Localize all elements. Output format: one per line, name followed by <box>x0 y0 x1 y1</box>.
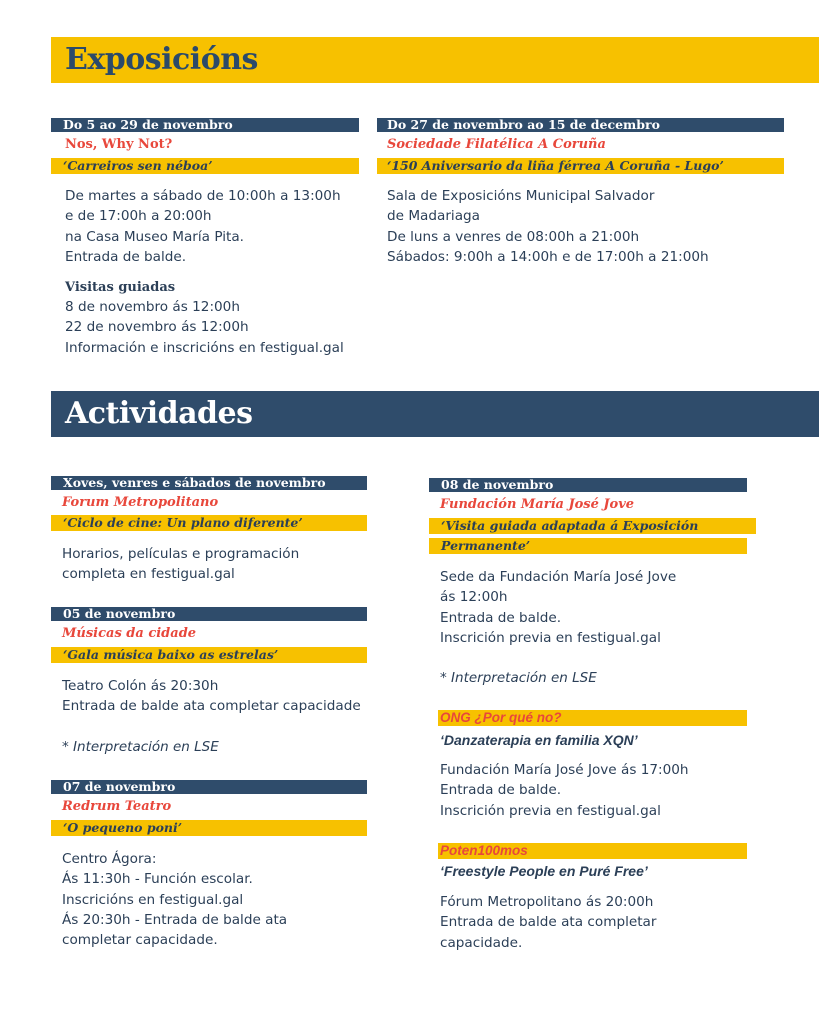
exhibition-date-bar: Do 5 ao 29 de novembro <box>51 118 359 132</box>
activity-date-bar: 07 de novembro <box>51 780 367 794</box>
activity-title: ‘Danzaterapia en familia XQN’ <box>440 732 638 748</box>
activity-title: ‘Gala música baixo as estrelas’ <box>51 647 367 663</box>
activity-date-bar: Xoves, venres e sábados de novembro <box>51 476 367 490</box>
activity-date-bar: 08 de novembro <box>429 478 747 492</box>
exhibition-organizer: Sociedade Filatélica A Coruña <box>387 137 606 152</box>
exhibition-title: ‘150 Aniversario da liña férrea A Coruña - Lugo’ <box>377 158 784 174</box>
guided-visits-heading: Visitas guiadas <box>65 280 176 295</box>
activity-title: ‘Ciclo de cine: Un plano diferente’ <box>51 515 367 531</box>
activity-organizer: Fundación María José Jove <box>440 497 635 512</box>
exhibition-organizer: Nos, Why Not? <box>65 137 173 152</box>
exhibition-details: Sala de Exposicións Municipal Salvador de Madariaga De luns a venres de 08:00h a 21:00h Sábados: 9:00h a 14:00h e de 17:00h a 21:00h <box>387 188 709 265</box>
activity-details: Horarios, películas e programación completa en festigual.gal <box>62 546 300 583</box>
exhibition-date-bar: Do 27 de novembro ao 15 de decembro <box>377 118 784 132</box>
activity-organizer: Músicas da cidade <box>62 626 197 641</box>
activity-details: Centro Ágora: Ás 11:30h - Función escolar. Inscricións en festigual.gal Ás 20:30h - Entrada de balde ata completar capacidade. <box>62 851 288 949</box>
activity-organizer: Forum Metropolitano <box>62 495 219 510</box>
exposicions-banner <box>51 37 819 83</box>
guided-visits-details: 8 de novembro ás 12:00h 22 de novembro ás 12:00h Información e inscricións en festigual.gal <box>65 299 344 356</box>
activity-title: ‘O pequeno poni’ <box>51 820 367 836</box>
activity-date-bar: 05 de novembro <box>51 607 367 621</box>
activity-details: Sede da Fundación María José Jove ás 12:00h Entrada de balde. Inscrición previa en festigual.gal <box>440 569 677 646</box>
lse-note: * Interpretación en LSE <box>440 670 597 686</box>
actividades-banner <box>51 391 819 437</box>
activity-details: Fundación María José Jove ás 17:00h Entrada de balde. Inscrición previa en festigual.gal <box>440 762 689 819</box>
activity-details: Teatro Colón ás 20:30h Entrada de balde ata completar capacidade <box>62 678 361 715</box>
activity-title: ‘Freestyle People en Puré Free’ <box>440 863 648 879</box>
exhibition-title: ‘Carreiros sen néboa’ <box>51 158 359 174</box>
exhibition-details: De martes a sábado de 10:00h a 13:00h e de 17:00h a 20:00h na Casa Museo María Pita. Entrada de balde. <box>65 188 341 265</box>
activity-organizer: ONG ¿Por qué no? <box>438 710 747 726</box>
activity-details: Fórum Metropolitano ás 20:00h Entrada de balde ata completar capacidade. <box>440 894 657 951</box>
activity-organizer: Poten100mos <box>438 843 747 859</box>
actividades-heading: Actividades <box>65 396 253 431</box>
activity-title-line-2: Permanente’ <box>429 538 747 554</box>
activity-title-line-1: ‘Visita guiada adaptada á Exposición <box>429 518 756 534</box>
exposicions-heading: Exposicións <box>65 42 258 77</box>
activity-organizer: Redrum Teatro <box>62 799 172 814</box>
lse-note: * Interpretación en LSE <box>62 739 219 755</box>
